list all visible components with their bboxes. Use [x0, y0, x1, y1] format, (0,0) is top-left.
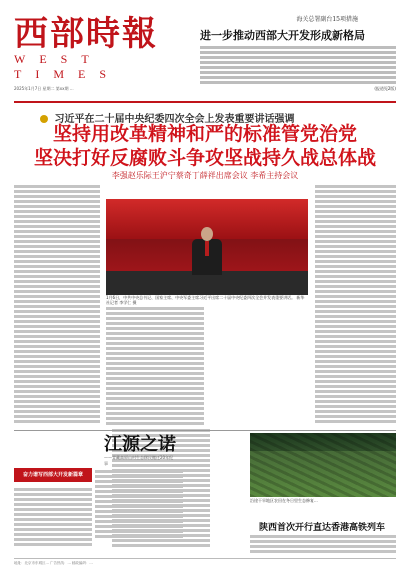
text-line: [14, 230, 100, 233]
text-line: [95, 515, 183, 518]
text-line: [200, 76, 396, 79]
text-line: [250, 540, 396, 543]
text-line: [315, 385, 396, 388]
text-line: [106, 327, 204, 330]
text-line: [315, 275, 396, 278]
text-line: [14, 225, 100, 228]
text-line: [106, 367, 204, 370]
text-line: [315, 185, 396, 188]
feature-middle-body: [95, 468, 183, 540]
lead-headline-line-2: 坚决打好反腐败斗争攻坚战持久战总体战: [33, 147, 376, 169]
text-line: [315, 190, 396, 193]
lead-subhead-text: 习近平在二十届中央纪委四次全会上发表重要讲话强调: [54, 114, 295, 125]
text-line: [14, 385, 100, 388]
text-line: [14, 508, 92, 511]
lead-photo-caption: 1月6日，中共中央总书记、国家主席、中央军委主席习近平出席二十届中央纪委四次全会并发表重要讲话。 新华社记者 李学仁 摄: [106, 295, 305, 305]
text-line: [315, 290, 396, 293]
section-divider: [14, 430, 396, 431]
text-line: [315, 210, 396, 213]
text-line: [315, 365, 396, 368]
text-line: [14, 290, 100, 293]
photo-speaker-head: [201, 227, 213, 241]
text-line: [14, 295, 100, 298]
text-line: [14, 503, 92, 506]
text-line: [14, 415, 100, 418]
text-line: [95, 490, 183, 493]
text-line: [315, 230, 396, 233]
text-line: [315, 360, 396, 363]
text-line: [200, 61, 396, 64]
text-line: [14, 285, 100, 288]
text-line: [14, 395, 100, 398]
text-line: [95, 475, 183, 478]
photo-speaker: [192, 227, 222, 275]
text-line: [14, 345, 100, 348]
photo-speaker-tie: [205, 241, 209, 256]
text-line: [315, 320, 396, 323]
text-line: [315, 350, 396, 353]
text-line: [14, 513, 92, 516]
text-line: [106, 417, 204, 420]
text-line: [106, 412, 204, 415]
text-line: [315, 395, 396, 398]
text-line: [315, 325, 396, 328]
text-line: [315, 375, 396, 378]
text-line: [315, 420, 396, 423]
text-line: [106, 312, 204, 315]
feature-subtitle: ——青藏高原山村生态移民搬迁20年纪事: [104, 455, 174, 466]
text-line: [315, 410, 396, 413]
text-line: [200, 51, 396, 54]
text-line: [95, 525, 183, 528]
text-line: [315, 200, 396, 203]
text-line: [106, 342, 204, 345]
text-line: [95, 480, 183, 483]
text-line: [14, 210, 100, 213]
text-line: [106, 347, 204, 350]
text-line: [315, 250, 396, 253]
text-line: [106, 362, 204, 365]
text-line: [14, 410, 100, 413]
text-line: [14, 340, 100, 343]
text-line: [315, 405, 396, 408]
text-line: [14, 320, 100, 323]
text-line: [14, 195, 100, 198]
text-line: [14, 420, 100, 423]
text-line: [95, 505, 183, 508]
text-line: [14, 365, 100, 368]
text-line: [315, 215, 396, 218]
text-line: [315, 240, 396, 243]
text-line: [14, 350, 100, 353]
text-line: [106, 372, 204, 375]
text-line: [14, 280, 100, 283]
text-line: [14, 528, 92, 531]
photo-field-rows: [250, 433, 396, 497]
text-line: [14, 380, 100, 383]
text-line: [14, 330, 100, 333]
text-line: [14, 315, 100, 318]
text-line: [106, 357, 204, 360]
text-line: [14, 245, 100, 248]
header-rule: [14, 101, 396, 103]
text-line: [106, 317, 204, 320]
masthead-english: WEST TIMES: [14, 52, 120, 81]
text-line: [315, 295, 396, 298]
text-line: [106, 422, 204, 425]
left-column-body: [14, 183, 100, 428]
text-line: [315, 415, 396, 418]
page-footer: 地址：北京市东城区... 广告热线：... 邮政编码：...: [14, 558, 396, 566]
feature-left-body: [14, 486, 92, 548]
text-line: [14, 185, 100, 188]
text-line: [14, 200, 100, 203]
text-line: [14, 523, 92, 526]
text-line: [95, 470, 183, 473]
text-line: [95, 535, 183, 538]
issue-meta: 2025年1月7日 星期二 第xx期 ...: [14, 86, 74, 91]
text-line: [106, 307, 204, 310]
text-line: [200, 66, 396, 69]
text-line: [95, 500, 183, 503]
text-line: [106, 397, 204, 400]
text-line: [315, 255, 396, 258]
middle-column-body: [106, 305, 308, 428]
text-line: [200, 46, 396, 49]
text-line: [315, 205, 396, 208]
text-line: [14, 335, 100, 338]
text-line: [315, 400, 396, 403]
feature-title: 江源之诺: [104, 434, 176, 455]
text-line: [106, 382, 204, 385]
text-line: [14, 375, 100, 378]
text-line: [14, 370, 100, 373]
text-line: [200, 56, 396, 59]
text-line: [14, 260, 100, 263]
text-line: [14, 325, 100, 328]
rail-body: [250, 533, 396, 555]
text-line: [14, 488, 92, 491]
lead-headline-line-1: 坚持用改革精神和严的标准管党治党: [52, 123, 357, 145]
column-label-box: 奋力谱写西部大开发新篇章: [14, 468, 92, 482]
text-line: [315, 235, 396, 238]
text-line: [106, 322, 204, 325]
text-line: [200, 81, 396, 84]
text-line: [106, 402, 204, 405]
text-line: [315, 340, 396, 343]
text-line: [14, 360, 100, 363]
text-line: [14, 205, 100, 208]
text-line: [14, 310, 100, 313]
text-line: [315, 370, 396, 373]
text-line: [14, 543, 92, 546]
text-line: [315, 265, 396, 268]
text-line: [106, 377, 204, 380]
right-column-body: [315, 183, 396, 428]
text-line: [106, 352, 204, 355]
text-line: [315, 245, 396, 248]
landscape-photo: [250, 433, 396, 497]
text-line: [315, 345, 396, 348]
text-line: [250, 545, 396, 548]
text-line: [106, 392, 204, 395]
lead-photo: [106, 199, 308, 295]
text-line: [315, 285, 396, 288]
text-line: [315, 315, 396, 318]
landscape-photo-caption: 沿途干旱地区农田在冬日里生态修复...: [250, 498, 318, 503]
text-line: [14, 215, 100, 218]
text-line: [315, 390, 396, 393]
text-line: [14, 255, 100, 258]
text-line: [315, 300, 396, 303]
top-story-body: [200, 46, 396, 84]
text-line: [14, 538, 92, 541]
text-line: [250, 535, 396, 538]
top-story-kicker: 海关总署副台15项措施: [296, 16, 358, 23]
text-line: [315, 225, 396, 228]
lead-headline: [10, 122, 400, 170]
top-story-headline: 进一步推动西部大开发形成新格局: [200, 29, 365, 42]
rail-headline: 陕西首次开行直达香港高铁列车: [259, 523, 386, 533]
text-line: [14, 400, 100, 403]
masthead: [14, 14, 189, 86]
text-line: [14, 493, 92, 496]
text-line: [315, 310, 396, 313]
text-line: [14, 355, 100, 358]
text-line: [14, 270, 100, 273]
text-line: [14, 498, 92, 501]
text-line: [14, 533, 92, 536]
text-line: [315, 280, 396, 283]
text-line: [95, 520, 183, 523]
text-line: [106, 332, 204, 335]
text-line: [14, 190, 100, 193]
text-line: [14, 240, 100, 243]
text-line: [250, 550, 396, 553]
text-line: [14, 405, 100, 408]
text-line: [95, 510, 183, 513]
top-story: [200, 14, 396, 114]
text-line: [95, 495, 183, 498]
text-line: [14, 305, 100, 308]
text-line: [95, 485, 183, 488]
text-line: [106, 337, 204, 340]
text-line: [315, 270, 396, 273]
text-line: [14, 250, 100, 253]
text-line: [95, 530, 183, 533]
text-line: [315, 380, 396, 383]
text-line: [200, 71, 396, 74]
attendees-line: 李强赵乐际王沪宁蔡奇丁薛祥出席会议 李希主持会议: [111, 171, 299, 180]
text-line: [14, 265, 100, 268]
text-line: [315, 355, 396, 358]
text-line: [106, 407, 204, 410]
text-line: [315, 335, 396, 338]
text-line: [315, 305, 396, 308]
text-line: [14, 390, 100, 393]
text-line: [14, 235, 100, 238]
text-line: [14, 275, 100, 278]
middle-column-left: [106, 305, 204, 427]
masthead-title: 西部時報: [14, 14, 158, 54]
text-line: [14, 220, 100, 223]
text-line: [14, 518, 92, 521]
text-line: [315, 330, 396, 333]
text-line: [14, 300, 100, 303]
top-story-tail: (报道见2版): [374, 86, 396, 91]
text-line: [106, 387, 204, 390]
text-line: [315, 260, 396, 263]
text-line: [315, 220, 396, 223]
text-line: [315, 195, 396, 198]
